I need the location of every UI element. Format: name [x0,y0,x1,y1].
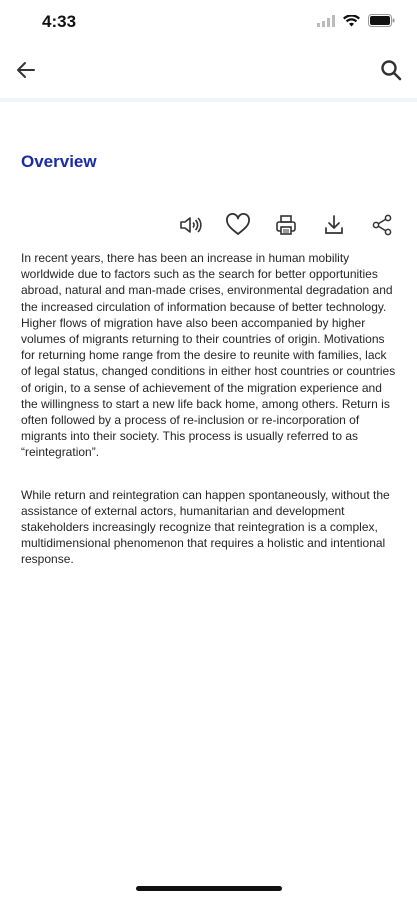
header-divider [0,98,417,102]
article-body [21,250,396,594]
arrow-left-icon [14,58,38,82]
status-icons [317,14,395,32]
home-indicator[interactable] [136,886,282,891]
speaker-icon [178,213,202,237]
back-button[interactable] [14,58,38,82]
share-icon [370,213,394,237]
paragraph: In recent years, there has been an increase in human mobility worldwide due to factors such as the search for better opportunities abroad, natural and man-made crises, environmental degradation and the increased circulation of information because of better technology. Higher flows of migration have also been accompanied by higher volumes of migrants returning to their countries of origin. Motivations for returning home range from the desire to reunite with families, lack of legal status, changed conditions in either host countries or countries of origin, to a sense of achievement of the migration experience and the willingness to start a new life back home, among others. Return is often followed by a process of re-inclusion or re-incorporation of migrants into their society. This process is usually referred to as “reintegration”. [21,251,396,460]
heart-icon [225,213,251,237]
page-title: Overview [21,152,97,171]
cellular-signal-icon [317,14,335,32]
battery-icon [368,14,395,32]
printer-icon [274,213,298,237]
paragraph: While return and reintegration can happen spontaneously, without the assistance of external actors, humanitarian and development stakeholders increasingly recognize that reintegration is a complex, multidimensional phenomenon that requires a holistic and intentional response. [21,487,390,567]
status-bar [0,0,417,44]
share-button[interactable] [369,212,395,238]
wifi-icon [343,14,360,32]
app-bar [0,44,417,99]
status-time: 4:33 [42,12,77,31]
article-toolbar [177,212,395,238]
favorite-button[interactable] [225,212,251,238]
search-button[interactable] [379,58,403,82]
print-button[interactable] [273,212,299,238]
download-button[interactable] [321,212,347,238]
search-icon [379,58,403,82]
listen-button[interactable] [177,212,203,238]
download-icon [322,213,346,237]
